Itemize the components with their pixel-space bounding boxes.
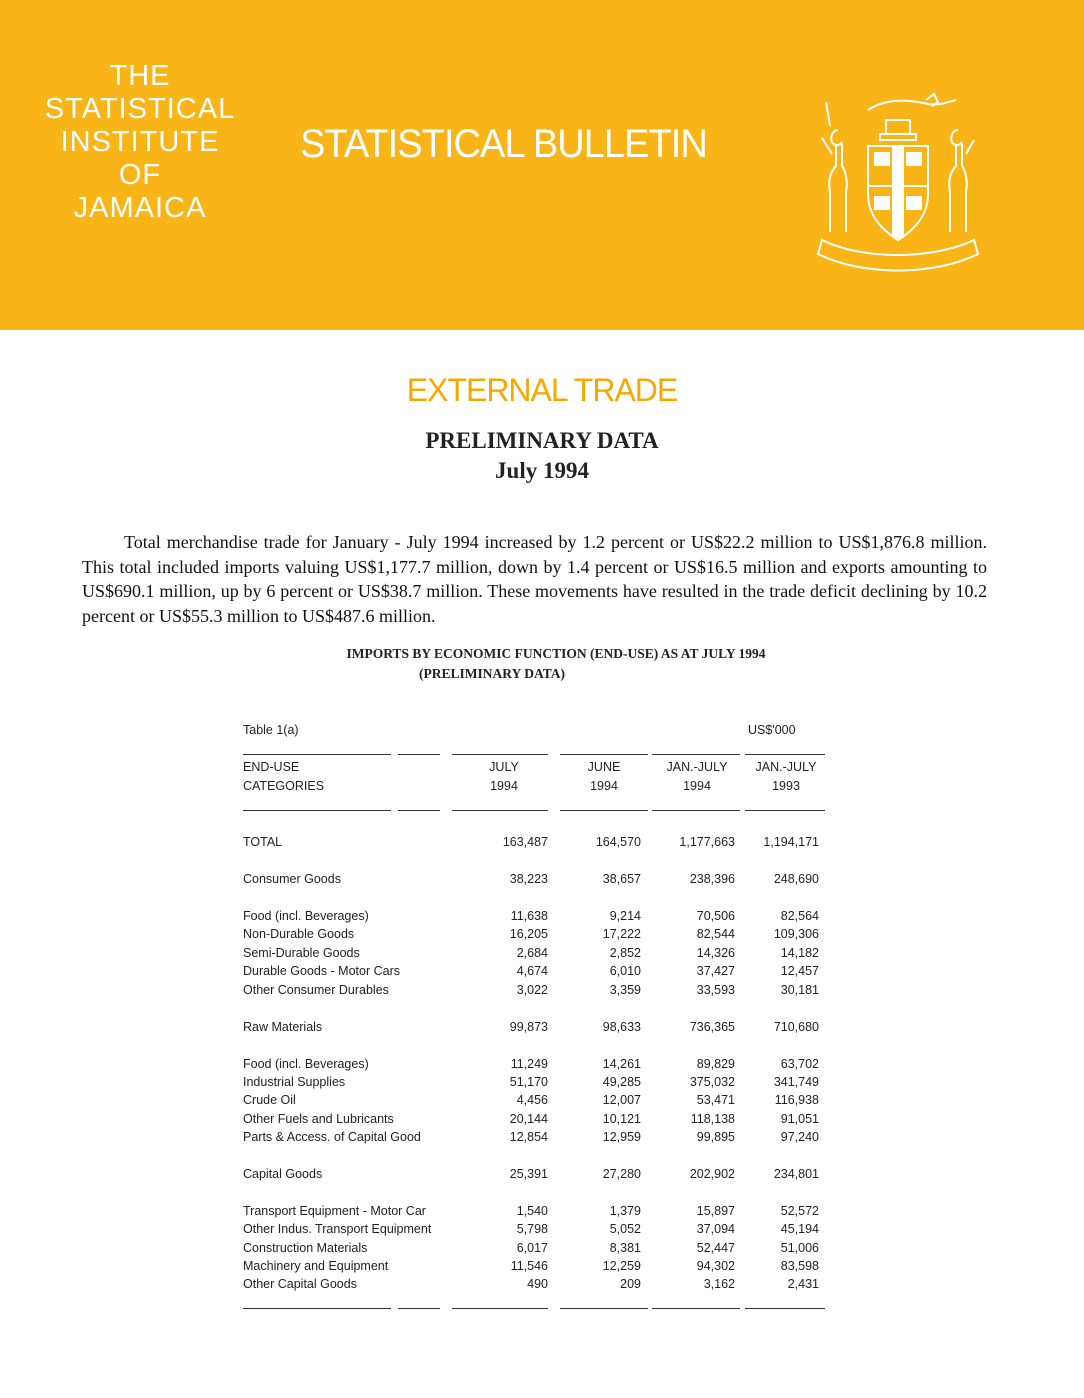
table-row-label: Semi-Durable Goods — [243, 946, 360, 960]
table-rule — [452, 1308, 548, 1309]
table-row-label: Construction Materials — [243, 1241, 368, 1255]
table-cell: 4,674 — [516, 964, 548, 978]
table-cell: 83,598 — [780, 1259, 819, 1273]
table-cell: 12,959 — [602, 1130, 641, 1144]
section-title: EXTERNAL TRADE — [406, 372, 678, 408]
table-cell: 82,564 — [780, 909, 819, 923]
header-cell: 1994 — [490, 779, 518, 793]
institute-line: OF — [118, 159, 162, 191]
table-rule — [745, 1308, 825, 1309]
table-cell: 12,457 — [780, 964, 819, 978]
table-rule — [652, 754, 740, 755]
header-cell: END-USE — [243, 760, 300, 774]
header-cell: JAN.-JULY — [666, 760, 728, 774]
table-cell: 30,181 — [780, 983, 819, 997]
table-cell: 10,121 — [602, 1112, 641, 1126]
table-cell: 109,306 — [773, 927, 819, 941]
table-cell: 5,052 — [609, 1222, 641, 1236]
table-cell: 37,427 — [696, 964, 735, 978]
table-rule — [560, 810, 648, 811]
section-subtitle: PRELIMINARY DATA — [425, 428, 659, 453]
institute-line: STATISTICAL — [44, 93, 236, 125]
section-period: July 1994 — [495, 458, 589, 483]
table-cell: 37,094 — [696, 1222, 735, 1236]
table-subheading: (PRELIMINARY DATA) — [419, 666, 565, 681]
table-rule — [398, 1308, 440, 1309]
table-cell: 736,365 — [689, 1020, 735, 1034]
table-cell: 3,162 — [703, 1277, 735, 1291]
table-cell: 164,570 — [595, 835, 641, 849]
table-cell: 25,391 — [509, 1167, 548, 1181]
table-row-label: Food (incl. Beverages) — [243, 909, 369, 923]
table-cell: 238,396 — [689, 872, 735, 886]
table-rule — [652, 810, 740, 811]
table-cell: 82,544 — [696, 927, 735, 941]
table-rule — [560, 1308, 648, 1309]
header-cell: 1994 — [590, 779, 618, 793]
table-cell: 248,690 — [773, 872, 819, 886]
table-cell: 1,177,663 — [679, 835, 735, 849]
table-row-label: Industrial Supplies — [243, 1075, 346, 1089]
table-cell: 12,854 — [509, 1130, 548, 1144]
table-cell: 6,017 — [516, 1241, 548, 1255]
table-cell: 202,902 — [689, 1167, 735, 1181]
table-cell: 341,749 — [773, 1075, 819, 1089]
header-cell: JUNE — [587, 760, 621, 774]
table-cell: 91,051 — [780, 1112, 819, 1126]
table-cell: 6,010 — [609, 964, 641, 978]
table-cell: 99,895 — [696, 1130, 735, 1144]
table-cell: 94,302 — [696, 1259, 735, 1273]
table-cell: 1,194,171 — [763, 835, 819, 849]
table-cell: 53,471 — [696, 1093, 735, 1107]
table-cell: 710,680 — [773, 1020, 819, 1034]
table-units: US$'000 — [748, 723, 796, 737]
table-rule — [243, 1308, 391, 1309]
table-cell: 52,447 — [696, 1241, 735, 1255]
table-heading: IMPORTS BY ECONOMIC FUNCTION (END-USE) AS AT JULY 1994 — [346, 646, 766, 661]
table-cell: 33,593 — [696, 983, 735, 997]
table-cell: 14,326 — [696, 946, 735, 960]
table-cell: 2,684 — [516, 946, 548, 960]
table-row-label: Non-Durable Goods — [243, 927, 355, 941]
table-row-label: Other Fuels and Lubricants — [243, 1112, 394, 1126]
table-row-label: Other Indus. Transport Equipment — [243, 1222, 432, 1236]
table-cell: 234,801 — [773, 1167, 819, 1181]
table-rule — [560, 754, 648, 755]
table-rule — [243, 810, 391, 811]
table-cell: 97,240 — [780, 1130, 819, 1144]
table-cell: 490 — [527, 1277, 548, 1291]
table-cell: 99,873 — [509, 1020, 548, 1034]
header-cell: JAN.-JULY — [755, 760, 817, 774]
table-rule — [745, 754, 825, 755]
institute-line: JAMAICA — [73, 192, 207, 224]
table-cell: 49,285 — [602, 1075, 641, 1089]
table-cell: 16,205 — [509, 927, 548, 941]
table-cell: 1,379 — [609, 1204, 641, 1218]
table-cell: 12,259 — [602, 1259, 641, 1273]
table-cell: 38,657 — [602, 872, 641, 886]
table-cell: 3,359 — [609, 983, 641, 997]
table-row-label: Raw Materials — [243, 1020, 323, 1034]
table-cell: 63,702 — [780, 1057, 819, 1071]
table-rule — [452, 754, 548, 755]
table-row-label: Other Consumer Durables — [243, 983, 389, 997]
header-cell: 1993 — [772, 779, 800, 793]
table-rule — [398, 754, 440, 755]
table-rule — [398, 810, 440, 811]
table-row-label: Parts & Access. of Capital Good — [243, 1130, 421, 1144]
table-cell: 8,381 — [609, 1241, 641, 1255]
table-cell: 51,006 — [780, 1241, 819, 1255]
table-cell: 70,506 — [696, 909, 735, 923]
table-cell: 5,798 — [516, 1222, 548, 1236]
table-cell: 209 — [620, 1277, 641, 1291]
header-cell: CATEGORIES — [243, 779, 325, 793]
table-cell: 118,138 — [690, 1112, 735, 1126]
table-cell: 14,261 — [602, 1057, 641, 1071]
table-row-label: Transport Equipment - Motor Car — [243, 1204, 426, 1218]
table-rule — [745, 810, 825, 811]
table-cell: 15,897 — [696, 1204, 735, 1218]
table-row-label: Capital Goods — [243, 1167, 323, 1181]
table-row-label: Consumer Goods — [243, 872, 341, 886]
table-cell: 89,829 — [696, 1057, 735, 1071]
table-rule — [652, 1308, 740, 1309]
table-cell: 12,007 — [602, 1093, 641, 1107]
table-cell: 11,249 — [510, 1057, 548, 1071]
table-row-label: Other Capital Goods — [243, 1277, 357, 1291]
table-cell: 20,144 — [509, 1112, 548, 1126]
table-cell: 2,852 — [609, 946, 641, 960]
table-cell: 45,194 — [780, 1222, 819, 1236]
table-cell: 52,572 — [780, 1204, 819, 1218]
table-cell: 38,223 — [509, 872, 548, 886]
institute-line: INSTITUTE — [60, 126, 220, 158]
table-cell: 51,170 — [509, 1075, 548, 1089]
table-row-label: Machinery and Equipment — [243, 1259, 389, 1273]
table-cell: 4,456 — [516, 1093, 548, 1107]
header-cell: 1994 — [683, 779, 711, 793]
institute-line: THE — [109, 60, 171, 92]
table-row-label: Crude Oil — [243, 1093, 296, 1107]
table-cell: 116,938 — [774, 1093, 819, 1107]
table-row-label: TOTAL — [243, 835, 283, 849]
table-cell: 27,280 — [602, 1167, 641, 1181]
table-label: Table 1(a) — [243, 723, 299, 737]
table-row-label: Food (incl. Beverages) — [243, 1057, 369, 1071]
table-cell: 9,214 — [609, 909, 641, 923]
table-cell: 2,431 — [787, 1277, 819, 1291]
table-cell: 3,022 — [516, 983, 548, 997]
table-cell: 163,487 — [502, 835, 548, 849]
table-cell: 11,546 — [510, 1259, 548, 1273]
table-row-label: Durable Goods - Motor Cars — [243, 964, 401, 978]
header-cell: JULY — [489, 760, 519, 774]
table-cell: 14,182 — [780, 946, 819, 960]
table-cell: 98,633 — [602, 1020, 641, 1034]
table-cell: 17,222 — [602, 927, 641, 941]
bulletin-title: STATISTICAL BULLETIN — [300, 122, 707, 166]
table-cell: 11,638 — [510, 909, 548, 923]
table-rule — [243, 754, 391, 755]
table-rule — [452, 810, 548, 811]
table-cell: 1,540 — [516, 1204, 548, 1218]
intro-text: Total merchandise trade for January - July 1994 increased by 1.2 percent or US$22.2 million to US$1,876.8 million. This total included imports valuing US$1,177.7 million, down by 1.4 percent or US$16.5 million and exports amounting to US$690.1 million, up by 6 percent or US$38.7 million. These movements have resulted in the trade deficit declining by 10.2 percent or US$55.3 million to US$487.6 million. — [82, 532, 987, 626]
table-cell: 375,032 — [689, 1075, 735, 1089]
